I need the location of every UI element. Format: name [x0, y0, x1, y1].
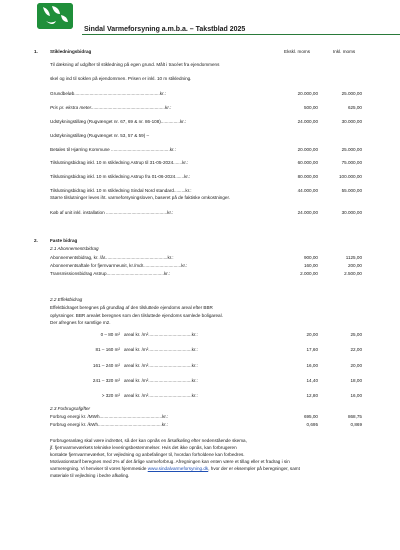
area-label: areal kr. /m²..................................kr.: [124, 393, 198, 398]
column-header-incl-vat: Inkl. moms [333, 49, 356, 54]
subsection-2-3-title: 2.3 Forbrugsafgifter [50, 406, 91, 411]
table-row-excl: 2.000,00 [300, 271, 318, 276]
table-row-incl: 100.000,00 [339, 174, 362, 179]
section-2-number: 2. [34, 238, 38, 243]
table-row-incl: 30.000,00 [341, 119, 362, 124]
area-range: 241 – 320 m² [92, 378, 120, 383]
area-label: areal kr. /m²..................................kr.: [124, 363, 198, 368]
column-header-excl-vat: Ekskl. moms [284, 49, 311, 54]
table-row-label: Abonnementsbidrag, kr. /år.................................................kr.: [50, 255, 174, 260]
footer-line-5-start: varmeregning. Vi henviser til vores hjemmeside [50, 466, 148, 471]
table-row-label: Grundbeløb...................................................................kr.: [50, 91, 166, 96]
table-row-incl: 25.000,00 [341, 147, 362, 152]
table-row-incl: 2.500,00 [344, 271, 362, 276]
table-row-excl: 20.000,00 [297, 147, 318, 152]
section-1-title: Stikledningsbidrag [50, 49, 92, 54]
footer-line-6: materiale til vejledning i bedre afkøling. [50, 473, 130, 478]
website-link[interactable]: www.sindalvarmeforsyning.dk [147, 466, 209, 471]
table-row-incl: 75.000,00 [341, 160, 362, 165]
table-row-label: Forbrug energi kr. /kWh..................................................kr.: [50, 422, 168, 427]
footer-line-4: Motivationstarif beregnes med 2% af det årlige varmeforbrug. Afregningen kan enten være et tillag eller et fradrag i sin [50, 459, 290, 464]
table-row-label: Forbrug energi kr. /MWh.................................................kr.: [50, 414, 169, 419]
table-row-incl: 30.000,00 [341, 210, 362, 215]
area-label: areal kr. /m²..................................kr.: [124, 378, 198, 383]
section-2-title: Faste bidrag [50, 238, 78, 243]
table-row-excl: 80.000,00 [297, 174, 318, 179]
area-range: 0 – 80 m² [100, 332, 120, 337]
effekt-text-line-2: oplysninger. BBR arealet beregnes som den tilsluttede ejendoms samlede boligareal. [50, 313, 223, 318]
table-row-incl: 0,869 [350, 422, 362, 427]
table-row-incl: 22,00 [350, 347, 362, 352]
subsection-2-1-title: 2.1 Abonnementsbidrag [50, 246, 99, 251]
table-row-label: Pris pr. ekstra meter..........................................................kr.: [50, 105, 172, 110]
table-row-excl: 17,60 [306, 347, 318, 352]
footer-line-3: kontakte fjernvarmeværket, for vejledning og anbefalinger til, hvordan forholdene kan forbedres. [50, 452, 245, 457]
table-row-excl: 60.000,00 [297, 160, 318, 165]
table-row-excl: 900,00 [303, 255, 318, 260]
area-range: 161 – 240 m² [92, 363, 120, 368]
table-row-label: Udstykningstillæg (Rugvænget nr. 53, 57 & 59) – [50, 133, 150, 138]
footer-line-1: Forbrugeranlæg skal være indrettet, så der kan opnås en årsafkøling efter nedenstående skema, [50, 438, 247, 443]
table-row-incl: 1125,00 [345, 255, 362, 260]
section-1-note: Større tilslutninger leves iht. varmeforsyningsloven, baseret på de faktiske omkostninger. [50, 195, 231, 200]
area-label: areal kr. /m²..................................kr.: [124, 332, 198, 337]
table-row-excl: 16,00 [306, 363, 318, 368]
table-row-excl: 0,695 [306, 422, 318, 427]
area-label: areal kr. /m²..................................kr.: [124, 347, 198, 352]
footer-line-2: jf. fjernvarmeværkets tekniske leveringsbestemmelser. Hvis det ikke opnås, kan forbrugeren [50, 445, 237, 450]
area-range: 81 – 160 m² [95, 347, 120, 352]
area-range: > 320 m² [101, 393, 120, 398]
table-row-incl: 625,00 [347, 105, 362, 110]
table-row-excl: 500,00 [303, 105, 318, 110]
table-row-excl: 20.000,00 [297, 91, 318, 96]
table-row-incl: 55.000,00 [341, 188, 362, 193]
page-title: Sindal Varmeforsyning a.m.b.a. – Takstblad 2025 [84, 26, 246, 33]
table-row-label: Tilslutningsbidrag inkl. 10 m stikledning Astrup fra 01-06-2024.......kr.: [50, 174, 191, 179]
table-row-excl: 44.000,00 [297, 188, 318, 193]
table-row-excl: 14,40 [306, 378, 318, 383]
table-row-excl: 12,80 [306, 393, 318, 398]
section-1-number: 1. [34, 49, 38, 54]
table-row-excl: 160,00 [303, 263, 318, 268]
table-row-incl: 18,00 [350, 378, 362, 383]
header-divider [82, 34, 400, 35]
table-row-excl: 24.000,00 [297, 119, 318, 124]
table-row-label: Betales til Hjørring Kommune ..............................................kr.: [50, 147, 176, 152]
table-row-excl: 20,00 [306, 332, 318, 337]
table-row-label: Køb af unit inkl. installation ................................................kr.: [50, 210, 174, 215]
table-row-label: Udstykningstillæg (Rugvænget nr. 67, 69 & nr. 86-108)...............kr.: [50, 119, 187, 124]
subsection-2-2-title: 2.2 Effektbidrag [50, 297, 83, 302]
table-row-excl: 695,00 [303, 414, 318, 419]
table-row-incl: 200,00 [347, 263, 362, 268]
table-row-incl: 16,00 [350, 393, 362, 398]
footer-line-5 [50, 466, 300, 472]
table-row-label: Abonnementsaftale for fjernvarmeunit, kr./mdr..............................kr.: [50, 263, 188, 268]
table-row-incl: 25.000,00 [341, 91, 362, 96]
company-logo [37, 3, 73, 29]
table-row-incl: 25,00 [350, 332, 362, 337]
effekt-text-line-3: Der afregnes for samtlige m2. [50, 320, 111, 325]
table-row-label: Tilslutningsbidrag inkl. 10 m stikledning Sindal Nord standard.........kr.: [50, 188, 192, 193]
logo-graphic [37, 3, 73, 29]
table-row-excl: 24.000,00 [297, 210, 318, 215]
table-row-label: Tilslutningsbidrag inkl. 10 m stikledning Astrup til 31-05-2024.......kr.: [50, 160, 189, 165]
table-row-label: Transmissionsbidrag Astrup.............................................kr.: [50, 271, 171, 276]
effekt-text-line-1: Effektbidraget beregnes på grundlag af den tilsluttede ejendoms areal efter BBR [50, 305, 213, 310]
table-row-incl: 20,00 [350, 363, 362, 368]
table-row-incl: 868,75 [347, 414, 362, 419]
section-1-intro-line-1: Til dækning af udgifter til stikledning på egen grund. Målt i tracéet fra ejendommens [50, 62, 220, 67]
footer-line-5-end: , hvor der er eksempler på beregninger, samt [208, 466, 300, 471]
section-1-intro-line-2: skel og ind til soklen på ejendommen. Prisen er inkl. 10 m stikledning. [50, 76, 192, 81]
